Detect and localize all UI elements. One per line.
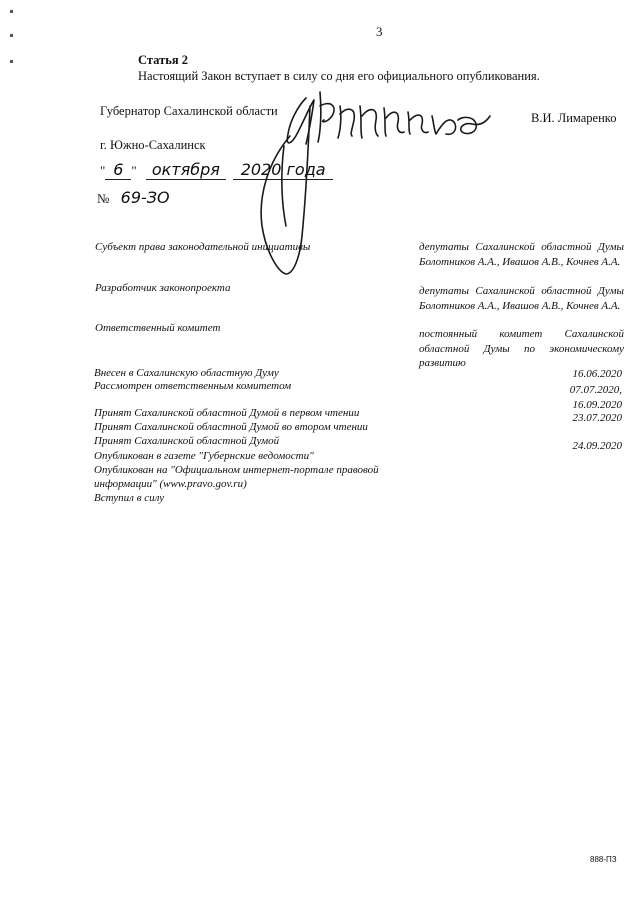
second-reading-label: Принят Сахалинской областной Думой во втором чтении — [94, 421, 368, 433]
city: г. Южно-Сахалинск — [100, 138, 206, 152]
introduced-label: Внесен в Сахалинскую областную Думу — [94, 367, 279, 379]
date-quote-close: " — [131, 163, 137, 178]
law-number — [97, 188, 170, 207]
document-code: 888-ПЗ — [590, 855, 617, 864]
first-reading-label: Принят Сахалинской областной Думой в первом чтении — [94, 407, 360, 419]
governor-label: Губернатор Сахалинской области — [100, 104, 278, 118]
introduced-date: 16.06.2020 — [572, 368, 622, 380]
date-quote-open: " — [100, 163, 106, 178]
subject-label: Субъект права законодательной инициативы — [95, 241, 311, 253]
scan-artifact — [10, 10, 13, 13]
reviewed-date-2: 16.09.2020 — [572, 399, 622, 411]
subject-value: депутаты Сахалинской областной Думы Болотников А.А., Ивашов А.В., Кочнев А.А. — [419, 241, 624, 268]
committee-value: постоянный комитет Сахалинской областной Думы по экономическому развитию — [419, 328, 624, 369]
scan-artifact — [10, 60, 13, 63]
date-month: октября — [146, 160, 226, 180]
scan-artifact — [10, 34, 13, 37]
adopted-label: Принят Сахалинской областной Думой — [94, 435, 280, 447]
reviewed-date-1: 07.07.2020, — [569, 384, 622, 396]
committee-label: Ответственный комитет — [95, 322, 221, 334]
published-newspaper-label: Опубликован в газете "Губернские ведомости" — [94, 450, 314, 462]
date-year: 2020 года — [233, 160, 333, 180]
date-day: 6 — [105, 160, 131, 180]
article-text: Настоящий Закон вступает в силу со дня его официального опубликования. — [138, 69, 540, 83]
developer-label: Разработчик законопроекта — [95, 282, 231, 294]
page-number: 3 — [376, 24, 383, 39]
number-sign: № — [97, 191, 110, 206]
governor-name: В.И. Лимаренко — [531, 111, 617, 125]
reviewed-label: Рассмотрен ответственным комитетом — [94, 380, 292, 392]
published-portal-label: Опубликован на "Официальном интернет-портале правовой — [94, 464, 379, 476]
developer-value: депутаты Сахалинской областной Думы Болотников А.А., Ивашов А.В., Кочнев А.А. — [419, 285, 624, 312]
number-value: 69-ЗО — [120, 188, 170, 207]
adopted-date: 24.09.2020 — [572, 440, 622, 452]
first-reading-date: 23.07.2020 — [572, 412, 622, 424]
article-title: Статья 2 — [138, 53, 188, 67]
published-portal-label-cont: информации" (www.pravo.gov.ru) — [94, 478, 247, 490]
effective-label: Вступил в силу — [94, 492, 165, 504]
